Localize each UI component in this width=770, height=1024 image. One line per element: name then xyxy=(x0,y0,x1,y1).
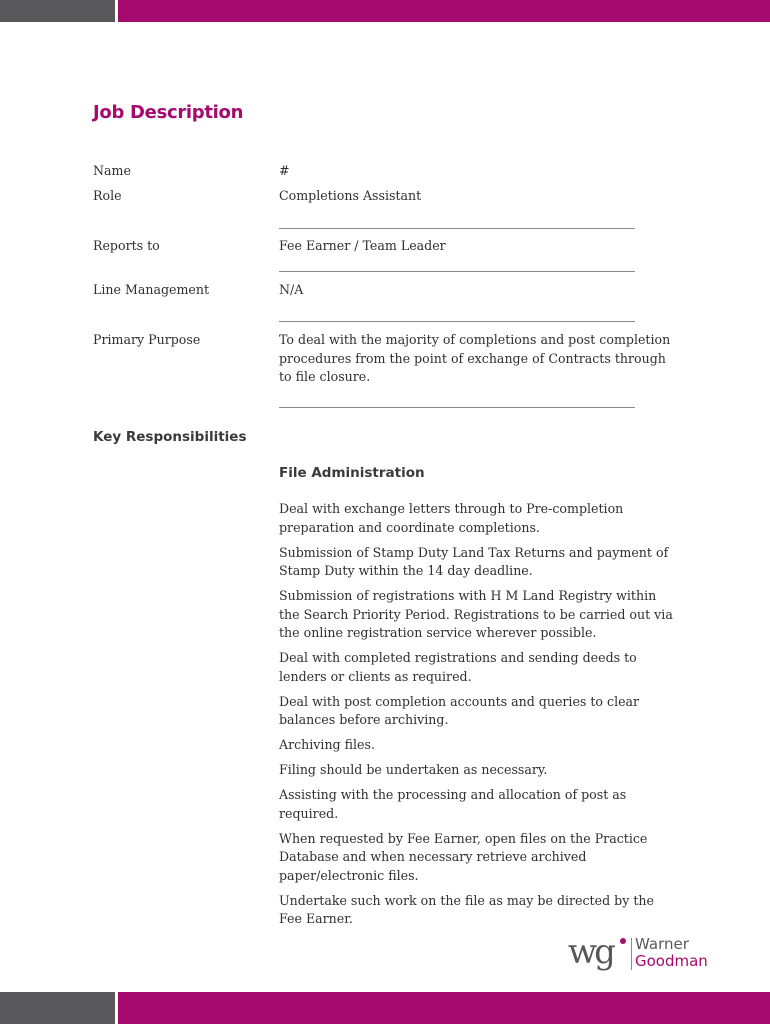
logo-text-goodman: Goodman xyxy=(635,952,708,970)
logo-text-warner: Warner xyxy=(635,935,689,953)
footer-bar-magenta xyxy=(118,992,770,1024)
logo-divider xyxy=(631,938,632,970)
primary-purpose-label: Primary Purpose xyxy=(93,332,201,347)
line-management-value: N/A xyxy=(279,282,304,297)
divider-rule xyxy=(279,321,635,322)
list-item: Submission of registrations with H M Land Registry within the Search Priority Period. Registrations to be carried out via the online registration service wherever possible. xyxy=(279,588,673,640)
divider-rule xyxy=(279,228,635,229)
footer-bar-grey xyxy=(0,992,115,1024)
list-item: Assisting with the processing and allocation of post as required. xyxy=(279,787,627,821)
role-label: Role xyxy=(93,188,122,203)
list-item: Archiving files. xyxy=(279,737,375,752)
list-item: Deal with post completion accounts and queries to clear balances before archiving. xyxy=(279,693,640,727)
logo-dot-icon xyxy=(620,938,626,944)
responsibilities-list xyxy=(279,500,679,935)
name-label: Name xyxy=(93,163,131,178)
line-management-label: Line Management xyxy=(93,282,210,297)
page-title: Job Description xyxy=(93,102,244,123)
reports-to-value: Fee Earner / Team Leader xyxy=(279,238,446,253)
key-responsibilities-heading: Key Responsibilities xyxy=(93,429,247,445)
logo-monogram: wg xyxy=(568,932,613,972)
list-item: Submission of Stamp Duty Land Tax Returns and payment of Stamp Duty within the 14 day deadline. xyxy=(279,544,669,578)
divider-rule xyxy=(279,271,635,272)
list-item: Deal with completed registrations and sending deeds to lenders or clients as required. xyxy=(279,650,637,684)
header-bar-magenta xyxy=(118,0,770,22)
list-item: Deal with exchange letters through to Pre-completion preparation and coordinate completions. xyxy=(279,501,624,535)
name-value: # xyxy=(279,163,290,178)
reports-to-label: Reports to xyxy=(93,238,160,253)
list-item: Filing should be undertaken as necessary. xyxy=(279,762,548,777)
list-item: Undertake such work on the file as may be directed by the Fee Earner. xyxy=(279,892,654,926)
file-administration-heading: File Administration xyxy=(279,465,425,481)
header-bar-grey xyxy=(0,0,115,22)
list-item: When requested by Fee Earner, open files on the Practice Database and when necessary retrieve archived paper/electronic files. xyxy=(279,830,648,883)
role-value: Completions Assistant xyxy=(279,188,422,203)
divider-rule xyxy=(279,407,635,408)
header-bar xyxy=(0,0,770,22)
primary-purpose-value: To deal with the majority of completions and post completion procedures from the point of exchange of Contracts through to file closure. xyxy=(279,332,671,384)
footer-bar xyxy=(0,992,770,1024)
warner-goodman-logo xyxy=(568,934,728,974)
